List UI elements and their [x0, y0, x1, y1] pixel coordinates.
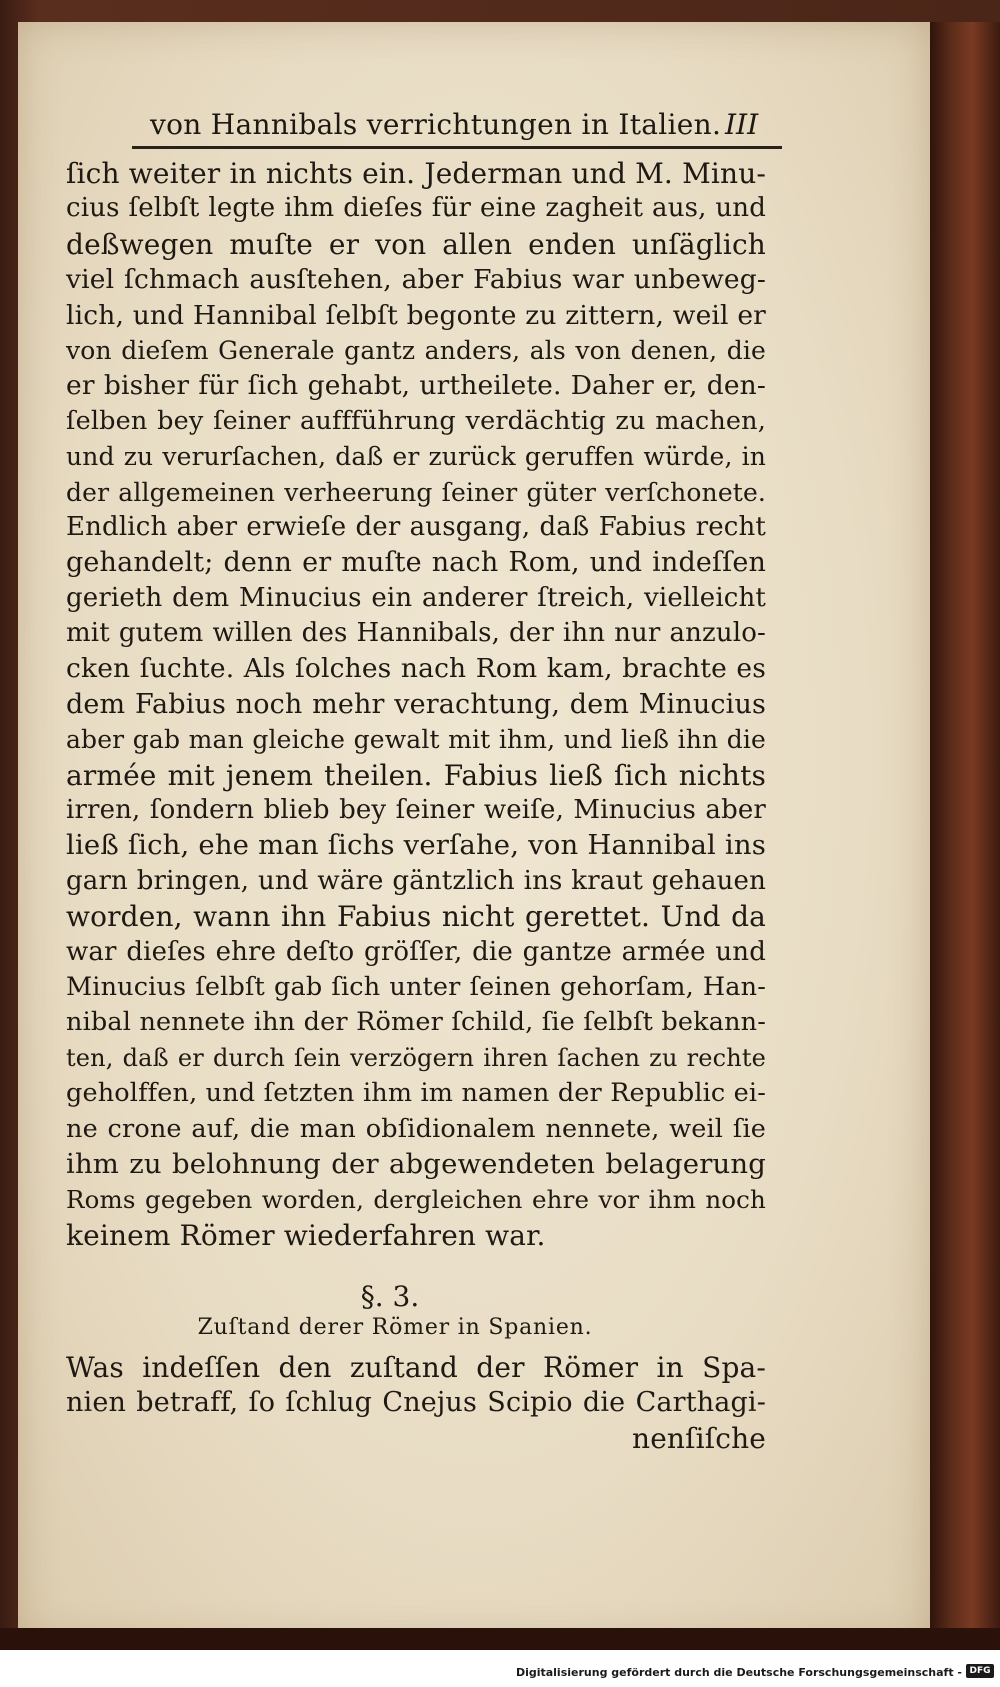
footer-credit: Digitalisierung gefördert durch die Deutsche Forschungsgemeinschaft -	[515, 1666, 962, 1679]
text-line: cken ſuchte. Als ſolches nach Rom kam, brachte es	[66, 653, 766, 685]
text-line: gerieth dem Minucius ein anderer ſtreich, vielleicht	[66, 582, 766, 613]
text-line: ſich weiter in nichts ein. Jederman und M. Minu-	[66, 157, 766, 190]
body-text	[66, 156, 766, 1253]
text-line: aber gab man gleiche gewalt mit ihm, und ließ ihn die	[66, 725, 766, 755]
text-line: mit gutem willen des Hannibals, der ihn nur anzulo-	[66, 618, 766, 649]
text-line: ſelben bey ſeiner auffführung verdächtig zu machen,	[66, 405, 766, 436]
text-line: ließ ſich, ehe man ſichs verſahe, von Hannibal ins	[66, 829, 766, 862]
text-line: nien betraff, ſo ſchlug Cnejus Scipio die Carthagi-	[66, 1387, 766, 1419]
text-line: geholffen, und ſetzten ihm im namen der Republic ei-	[66, 1078, 766, 1109]
text-line: ihm zu belohnung der abgewendeten belagerung	[66, 1147, 766, 1180]
footer	[0, 1650, 1000, 1687]
text-line: Was indeſſen den zuſtand der Römer in Spa-	[66, 1351, 766, 1384]
text-line: worden, wann ihn Fabius nicht gerettet. Und da	[66, 900, 766, 934]
text-line: lich, und Hannibal ſelbſt begonte zu zittern, weil er	[66, 299, 766, 331]
book-fore-edge	[930, 22, 1000, 1642]
text-line: er bisher für ſich gehabt, urtheilete. Daher er, den-	[66, 370, 766, 402]
page-number: III	[725, 108, 759, 141]
section-number: §. 3.	[360, 1280, 420, 1313]
text-line: irren, ſondern blieb bey ſeiner weiſe, Minucius aber	[66, 795, 766, 826]
text-line: armée mit jenem theilen. Fabius ließ ſich nichts	[66, 758, 766, 792]
text-line: und zu verurſachen, daß er zurück geruffen würde, in	[66, 442, 766, 472]
text-line: Minucius ſelbſt gab ſich unter ſeinen gehorſam, Han-	[66, 971, 766, 1002]
text-line: Roms gegeben worden, dergleichen ehre vor ihm noch	[66, 1185, 766, 1215]
text-line: gehandelt; denn er muſte nach Rom, und indeſſen	[66, 547, 766, 579]
text-line: cius ſelbſt legte ihm dieſes für eine zagheit aus, und	[66, 193, 766, 224]
catchword: nenſiſche	[632, 1421, 766, 1455]
running-title: von Hannibals verrichtungen in Italien.	[150, 108, 722, 141]
text-line: von dieſem Generale gantz anders, als von denen, die	[66, 335, 766, 365]
text-line: ten, daß er durch ſein verzögern ihren ſachen zu rechte	[66, 1043, 766, 1072]
dfg-logo-icon: DFG	[966, 1664, 994, 1678]
scan-bottom-edge	[0, 1628, 1000, 1650]
text-line: ne crone auf, die man obſidionalem nennete, weil ſie	[66, 1113, 766, 1144]
text-line: war dieſes ehre deſto gröſſer, die gantze armée und	[66, 936, 766, 967]
text-line: dem Fabius noch mehr verachtung, dem Minucius	[66, 688, 766, 720]
text-line: viel ſchmach ausſtehen, aber Fabius war unbeweg-	[66, 264, 766, 296]
text-line: Endlich aber erwieſe der ausgang, daß Fabius recht	[66, 511, 766, 542]
text-line: nibal nennete ihn der Römer ſchild, ſie ſelbſt bekann-	[66, 1007, 766, 1038]
text-line: keinem Römer wiederfahren war.	[66, 1218, 546, 1252]
header-rule	[132, 146, 782, 149]
text-line: der allgemeinen verheerung ſeiner güter verſchonete.	[66, 477, 766, 507]
section-body-text	[66, 1350, 766, 1456]
text-line: garn bringen, und wäre gäntzlich ins kraut gehauen	[66, 865, 766, 896]
text-line: deßwegen muſte er von allen enden unſäglich	[66, 227, 766, 261]
section-title: Zuſtand derer Römer in Spanien.	[197, 1315, 593, 1340]
